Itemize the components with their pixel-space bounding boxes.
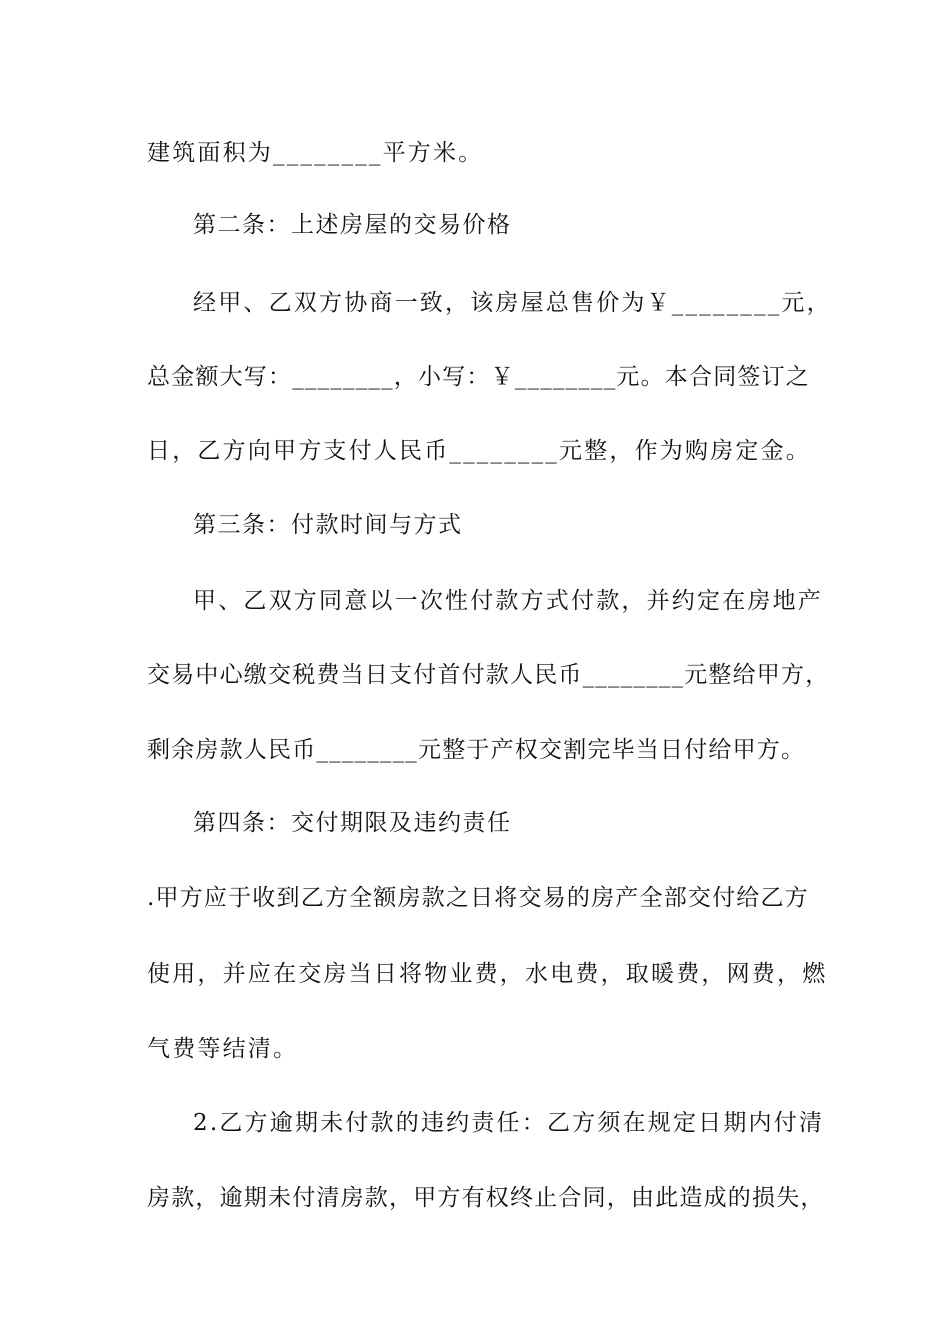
paragraph-line: 交易中心缴交税费当日支付首付款人民币________元整给甲方， xyxy=(147,662,830,688)
paragraph-line: 经甲、乙双方协商一致，该房屋总售价为￥________元， xyxy=(193,290,832,316)
paragraph-line: 建筑面积为________平方米。 xyxy=(147,140,484,166)
paragraph-line: 日，乙方向甲方支付人民币________元整，作为购房定金。 xyxy=(147,438,811,464)
section-heading: 第四条：交付期限及违约责任 xyxy=(193,810,512,836)
paragraph-line: 使用，并应在交房当日将物业费，水电费，取暖费，网费，燃 xyxy=(147,961,828,987)
paragraph-line: 房款，逾期未付清房款，甲方有权终止合同，由此造成的损失， xyxy=(147,1185,825,1211)
paragraph-line: .甲方应于收到乙方全额房款之日将交易的房产全部交付给乙方 xyxy=(147,885,809,911)
paragraph-line: 甲、乙双方同意以一次性付款方式付款，并约定在房地产 xyxy=(193,588,823,614)
section-heading: 第二条：上述房屋的交易价格 xyxy=(193,212,512,238)
section-heading: 第三条：付款时间与方式 xyxy=(193,512,463,538)
paragraph-line: 气费等结清。 xyxy=(147,1036,299,1062)
paragraph-line: 2.乙方逾期未付款的违约责任：乙方须在规定日期内付清 xyxy=(193,1110,825,1136)
paragraph-line: 总金额大写：________，小写：￥________元。本合同签订之 xyxy=(147,364,810,390)
paragraph-line: 剩余房款人民币________元整于产权交割完毕当日付给甲方。 xyxy=(147,737,806,763)
